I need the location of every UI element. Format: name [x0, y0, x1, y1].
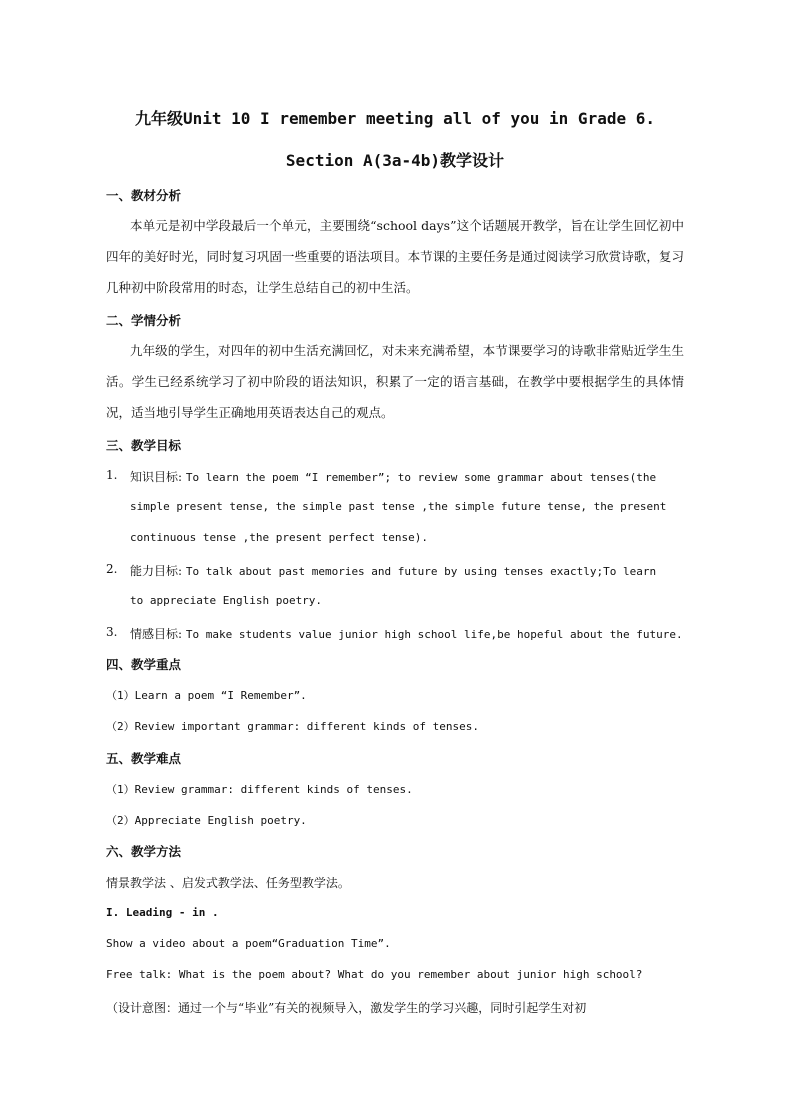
- leading-in-line-2: Free talk: What is the poem about? What do you remember about junior high school?: [106, 968, 643, 981]
- objective-1-label: 知识目标:: [130, 470, 183, 484]
- key-point-1: （1）Learn a poem “I Remember”.: [106, 689, 307, 702]
- section-heading-teaching-methods: 六、教学方法: [106, 844, 182, 859]
- objective-1-number: 1.: [106, 468, 118, 482]
- section-heading-key-points: 四、教学重点: [106, 657, 182, 672]
- paragraph-textbook-analysis: 本单元是初中学段最后一个单元，主要围绕“school days”这个话题展开教学，旨在让学生回忆初中四年的美好时光，同时复习巩固一些重要的语法项目。本节课的主要任务是通过阅读学习欣赏诗歌，复习几种初中阶段常用的时态，让学生总结自己的初中生活。: [106, 218, 684, 295]
- objective-1-line-3: continuous tense ,the present perfect tense).: [130, 531, 429, 544]
- section-heading-textbook-analysis: 一、教材分析: [106, 188, 182, 203]
- section-heading-difficult-points: 五、教学难点: [106, 751, 182, 766]
- teaching-methods-text: 情景教学法 、启发式教学法、任务型教学法。: [106, 876, 350, 890]
- objective-1-line-2: simple present tense, the simple past tense ,the simple future tense, the present: [130, 500, 667, 513]
- objective-3-text-1: To make students value junior high school life,be hopeful about the future.: [185, 628, 683, 641]
- document-title-line-1: 九年级Unit 10 I remember meeting all of you in Grade 6.: [134, 109, 655, 128]
- difficult-point-1: （1）Review grammar: different kinds of tenses.: [106, 783, 413, 796]
- section-heading-leading-in: I. Leading - in .: [106, 906, 219, 919]
- objective-3-line-1: [130, 625, 683, 642]
- objective-2-label: 能力目标:: [130, 564, 183, 578]
- objective-1-line-1: [130, 468, 656, 485]
- objective-2-line-1: [130, 562, 656, 579]
- objective-3-number: 3.: [106, 625, 118, 639]
- section-heading-student-analysis: 二、学情分析: [106, 313, 182, 328]
- objective-2-text-1: To talk about past memories and future by using tenses exactly;To learn: [185, 565, 657, 578]
- section-heading-teaching-objectives: 三、教学目标: [106, 438, 182, 453]
- key-point-2: （2）Review important grammar: different kinds of tenses.: [106, 720, 479, 733]
- leading-in-line-1: Show a video about a poem“Graduation Time”.: [106, 937, 391, 950]
- objective-3-label: 情感目标:: [130, 627, 183, 641]
- paragraph-student-analysis: 九年级的学生，对四年的初中生活充满回忆，对未来充满希望，本节课要学习的诗歌非常贴近学生生活。学生已经系统学习了初中阶段的语法知识，积累了一定的语言基础，在教学中要根据学生的具体情况，适当地引导学生正确地用英语表达自己的观点。: [106, 343, 684, 420]
- objective-1-text-1: To learn the poem “I remember”; to review some grammar about tenses(the: [185, 471, 657, 484]
- document-title-line-2: Section A(3a-4b)教学设计: [285, 151, 505, 170]
- objective-2-number: 2.: [106, 562, 118, 576]
- leading-in-line-3: （设计意图：通过一个与“毕业”有关的视频导入，激发学生的学习兴趣，同时引起学生对初: [106, 1001, 587, 1015]
- difficult-point-2: （2）Appreciate English poetry.: [106, 814, 307, 827]
- objective-2-line-2: to appreciate English poetry.: [130, 594, 323, 607]
